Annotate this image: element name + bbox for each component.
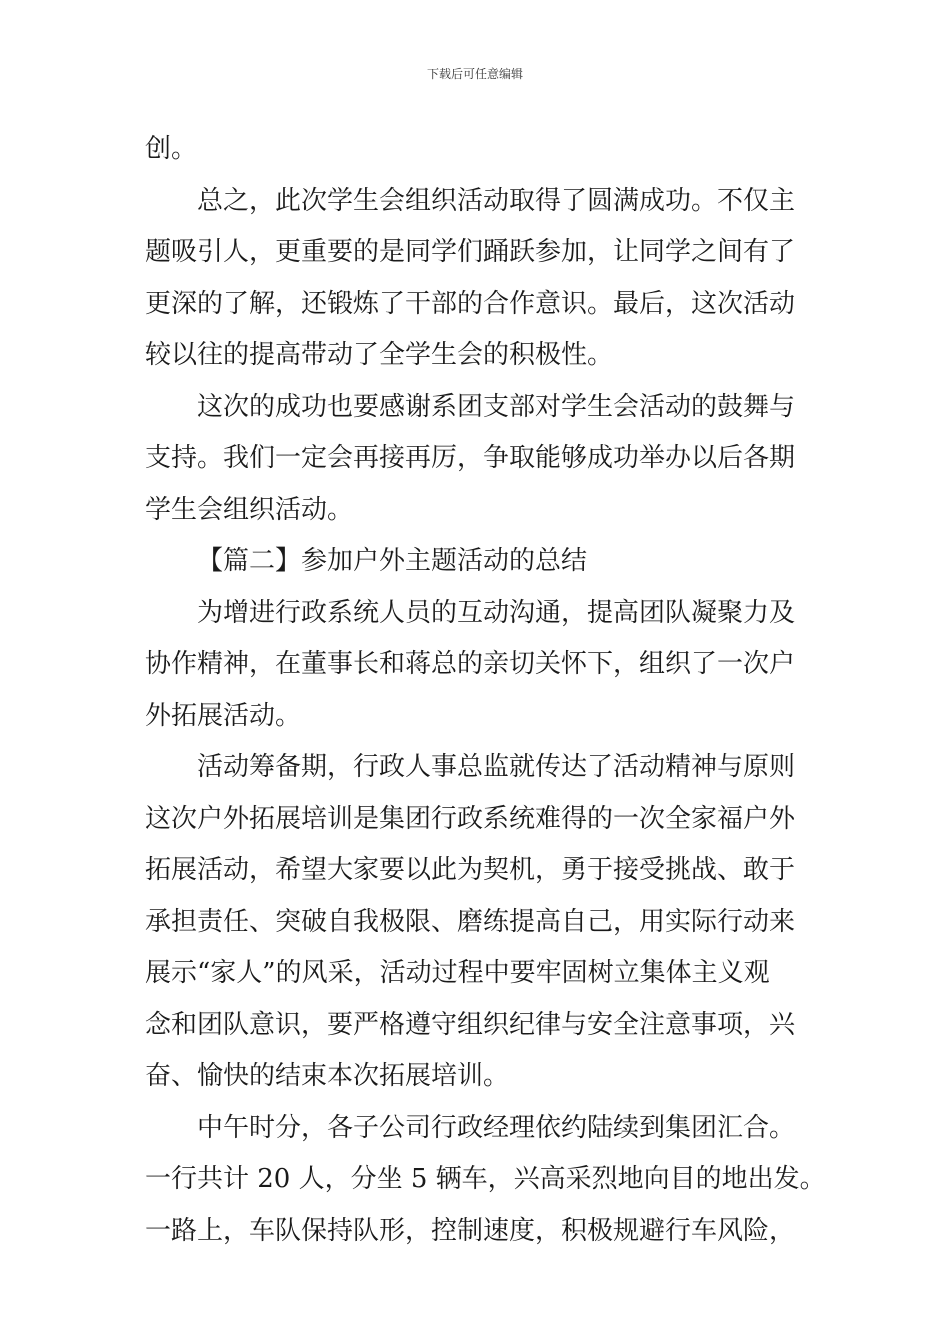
text-line: 题吸引人，更重要的是同学们踊跃参加，让同学之间有了: [145, 237, 796, 267]
text-line: 奋、愉快的结束本次拓展培训。: [145, 1061, 510, 1091]
text-line: 念和团队意识，要严格遵守组织纪律与安全注意事项，兴: [145, 1009, 796, 1040]
section-heading: 【篇二】参加户外主题活动的总结: [197, 546, 588, 576]
text-line: 协作精神，在董事长和蒋总的亲切关怀下，组织了一次户: [145, 649, 796, 679]
text-line: 活动筹备期，行政人事总监就传达了活动精神与原则: [197, 752, 796, 782]
text-line: 学生会组织活动。: [145, 494, 354, 525]
text-line: 展示“家人”的风采，活动过程中要牢固树立集体主义观: [145, 958, 770, 988]
text-line: 总之，此次学生会组织活动取得了圆满成功。不仅主: [197, 185, 796, 216]
text-line: 外拓展活动。: [145, 700, 302, 731]
text-line: 承担责任、突破自我极限、磨练提高自己，用实际行动来: [145, 906, 796, 937]
text-line: 这次的成功也要感谢系团支部对学生会活动的鼓舞与: [197, 391, 796, 422]
text-line: 一路上，车队保持队形，控制速度，积极规避行车风险，: [145, 1215, 796, 1246]
text-line: 这次户外拓展培训是集团行政系统难得的一次全家福户外: [145, 803, 796, 834]
text-line: 较以往的提高带动了全学生会的积极性。: [145, 340, 614, 370]
text-line: 为增进行政系统人员的互动沟通，提高团队凝聚力及: [197, 597, 796, 628]
document-body: [145, 124, 826, 1257]
text-line: 拓展活动，希望大家要以此为契机，勇于接受挑战、敢于: [145, 855, 796, 885]
page-header: 下载后可任意编辑: [426, 67, 523, 81]
text-line: 中午时分，各子公司行政经理依约陆续到集团汇合。: [197, 1112, 796, 1143]
text-line: 创。: [145, 134, 198, 164]
text-line: 更深的了解，还锻炼了干部的合作意识。最后，这次活动: [145, 288, 796, 319]
text-line: 一行共计 20 人，分坐 5 辆车，兴高采烈地向目的地出发。: [145, 1164, 826, 1194]
text-line: 支持。我们一定会再接再厉，争取能够成功举办以后各期: [145, 443, 796, 473]
